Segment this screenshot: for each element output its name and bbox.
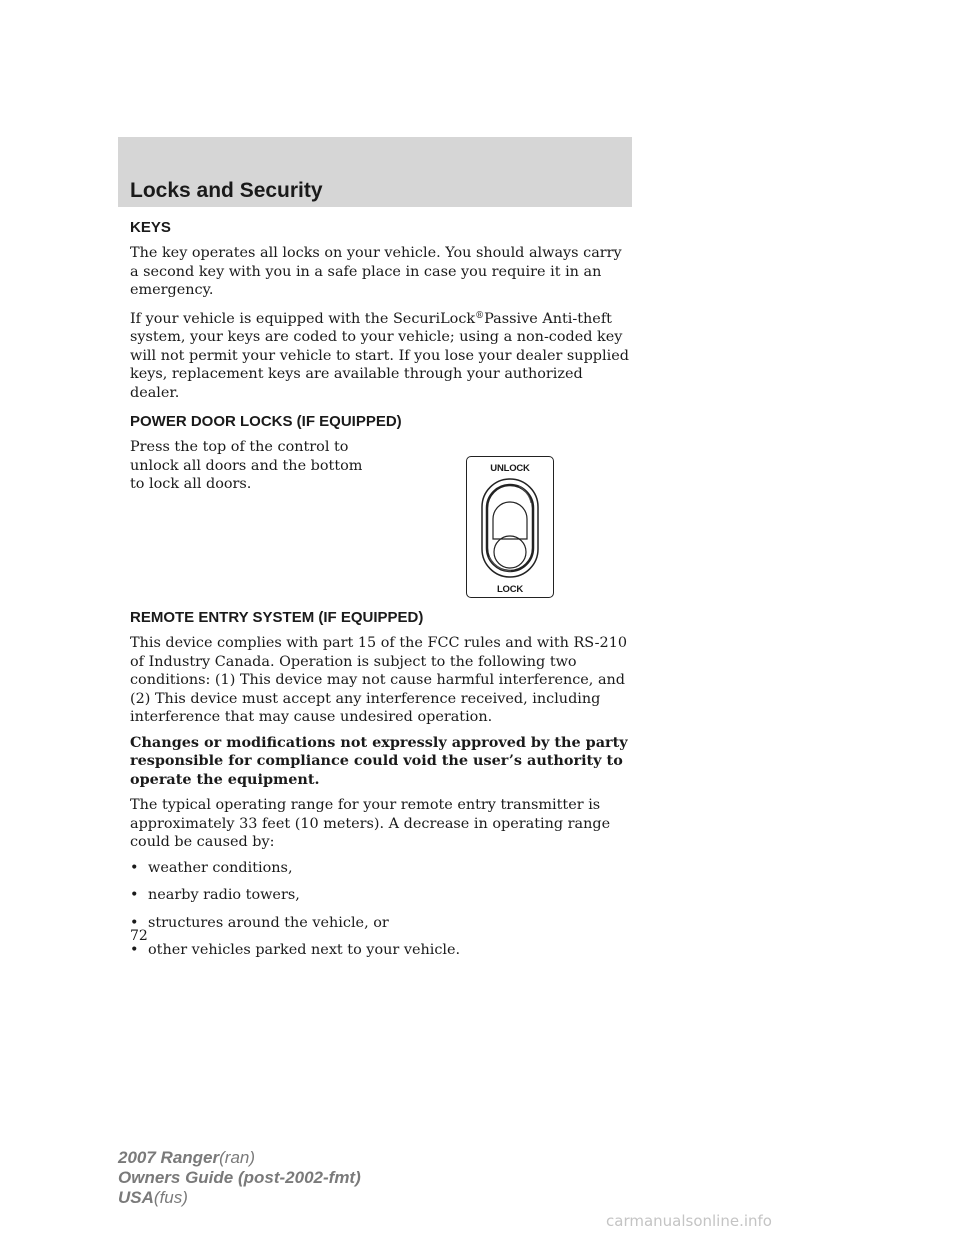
list-item: • structures around the vehicle, or	[130, 914, 389, 931]
list-item: • weather conditions,	[130, 859, 293, 876]
watermark: carmanualsonline.info	[606, 1212, 772, 1230]
footer-market-code: (fus)	[153, 1188, 188, 1207]
remote-entry-paragraph-1: This device complies with part 15 of the FCC rules and with RS-210 of Industry Canada. Operation is subject to the following two conditions: (1) This device may not cause harmful interference, and (2) This device must accept any interference received, including interference that may cause undesired operation.	[130, 635, 628, 725]
keys-paragraph-2	[130, 307, 630, 403]
remote-entry-warning: Changes or modifications not expressly approved by the party responsible for compliance could void the user’s authority to operate the equipment.	[130, 733, 628, 788]
bullet: •	[130, 859, 139, 876]
registered-mark: ®	[475, 310, 485, 321]
remote-entry-paragraph-3: The typical operating range for your remote entry transmitter is approximately 33 feet (10 meters). A decrease in operating range could be caused by:	[130, 797, 611, 850]
bullet: •	[130, 887, 139, 903]
lock-switch-icon	[467, 457, 553, 597]
keys-paragraph-2-start: If your vehicle is equipped with the SecuriLock	[130, 310, 476, 327]
document-footer	[118, 1148, 361, 1208]
switch-lock-label: LOCK	[496, 584, 524, 595]
power-locks-row	[130, 438, 630, 608]
list-item: • nearby radio towers,	[130, 887, 300, 903]
keys-paragraph-1: The key operates all locks on your vehicle. You should always carry a second key with you in a safe place in case you require it in an emergency.	[130, 245, 622, 298]
footer-market: USA	[118, 1188, 154, 1207]
power-locks-text: Press the top of the control to unlock all doors and the bottom to lock all doors.	[130, 439, 363, 492]
range-factors-list	[130, 859, 630, 960]
footer-model-code: (ran)	[219, 1148, 256, 1167]
section-header-band	[118, 137, 632, 207]
keys-heading: KEYS	[130, 219, 171, 236]
page-content	[130, 218, 630, 969]
footer-model: 2007 Ranger	[118, 1148, 220, 1167]
footer-guide: Owners Guide (post-2002-fmt)	[118, 1168, 361, 1187]
list-item: • other vehicles parked next to your vehicle.	[130, 942, 461, 958]
page-number: 72	[130, 928, 148, 944]
door-lock-switch-illustration	[466, 456, 554, 598]
remote-entry-heading: REMOTE ENTRY SYSTEM (IF EQUIPPED)	[130, 609, 424, 626]
bullet: •	[130, 942, 139, 958]
section-title: Locks and Security	[130, 179, 323, 202]
switch-unlock-label: UNLOCK	[490, 463, 530, 474]
keys-paragraph-2-end: Passive Anti-theft system, your keys are coded to your vehicle; using a non-coded key will not permit your vehicle to start. If you lose your dealer supplied keys, replacement keys are available through your authorized dealer.	[130, 310, 629, 401]
bullet: •	[130, 914, 139, 931]
power-locks-heading: POWER DOOR LOCKS (IF EQUIPPED)	[130, 413, 402, 430]
